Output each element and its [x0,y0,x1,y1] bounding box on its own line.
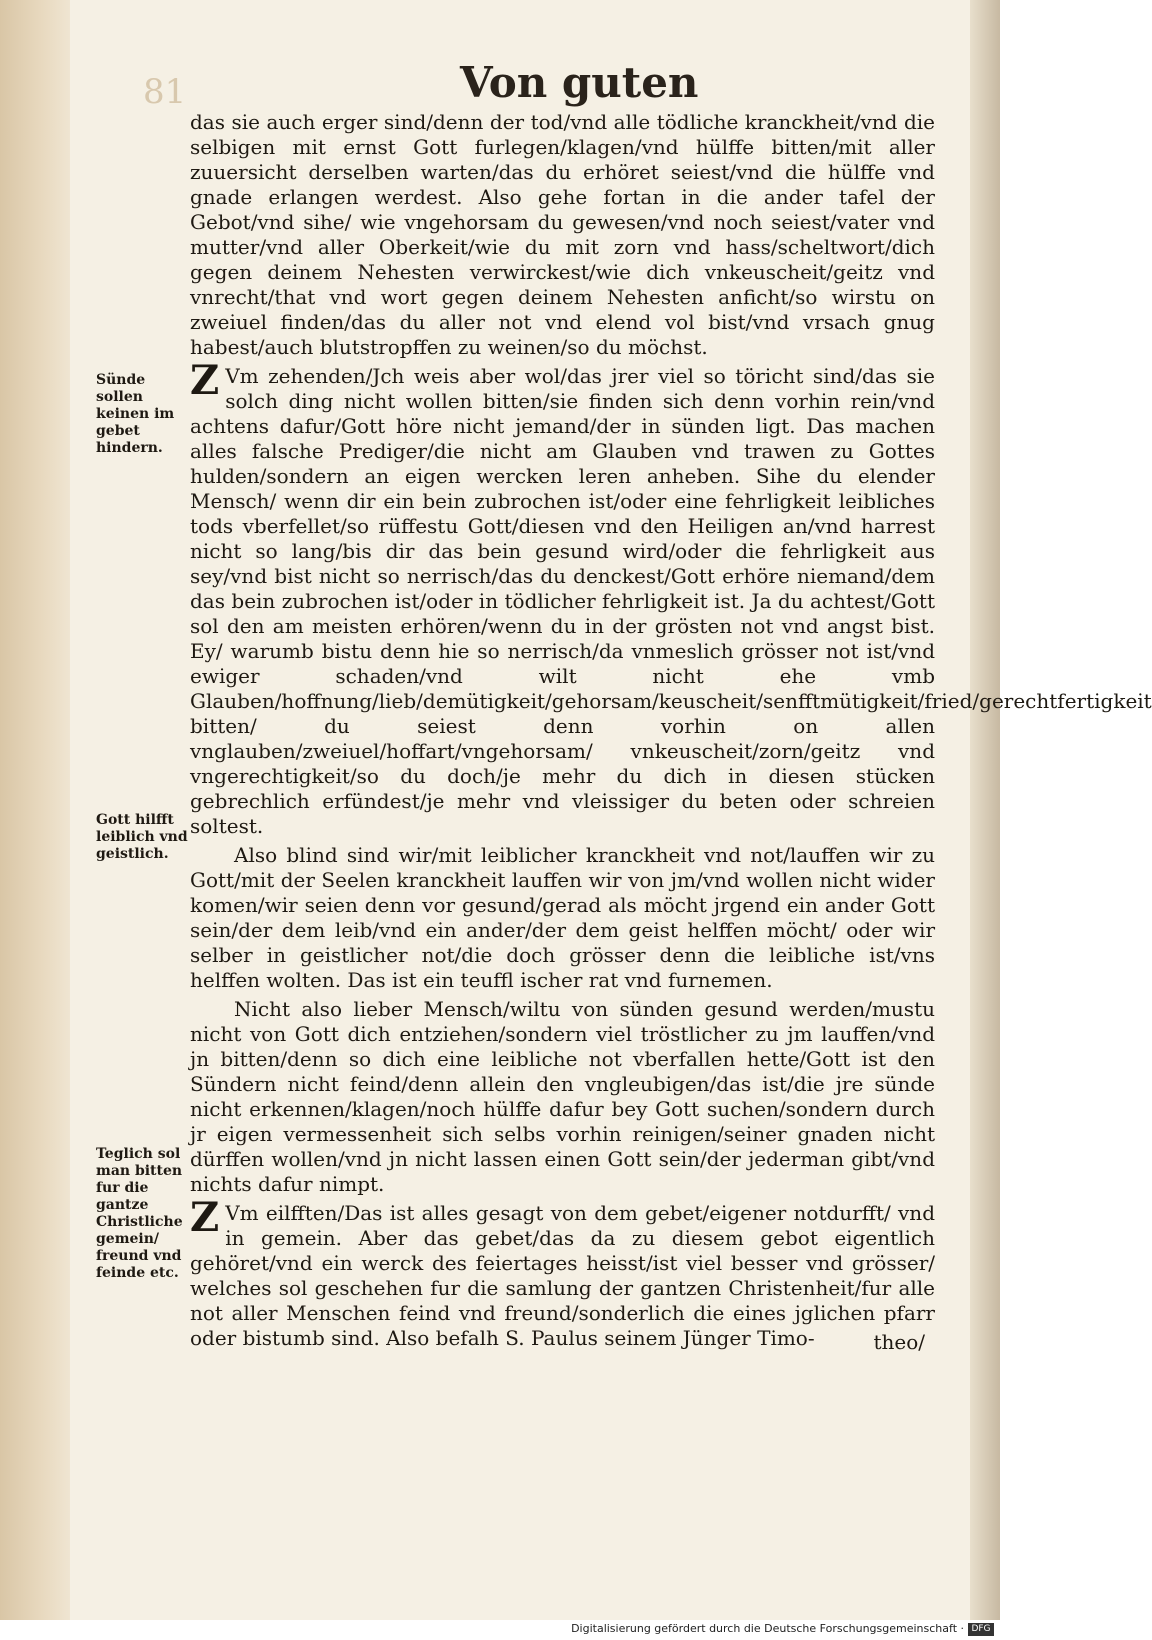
marginal-gloss-2: Gott hilfft leiblich vnd geistlich. [96,812,188,862]
paragraph-2 [190,357,1152,839]
paragraph-text: Nicht also lieber Mensch/wiltu von sünden gesund werden/mustu nicht von Gott dich entziehen/sondern viel tröstlicher zu jm lauffen/vnd jn bitten/denn so dich eine leibliche not vberfallen hette/Gott ist den Sündern nicht feind/denn allein den vngleubigen/das ist/die jre sünde nicht erkennen/klagen/noch hülffe dafur bey Gott suchen/sondern durch jr eigen vermessenheit sich selbs vorhin reinigen/seiner gnaden nicht dürffen wollen/vnd jn nicht lassen einen Gott sein/der jederman gibt/vnd nichts dafur nimpt. [190,997,935,1196]
paragraph-text: das sie auch erger sind/denn der tod/vnd alle tödliche kranckheit/vnd die selbigen mit ernst Gott furlegen/klagen/vnd hülffe bitten/mit aller zuuersicht derselben warten/das du erhöret seiest/vnd die hülffe vnd gnade erlangen werdest. Also gehe fortan in die ander tafel der Gebot/vnd sihe/ wie vngehorsam du gewesen/vnd noch seiest/vater vnd mutter/vnd aller Oberkeit/wie du mit zorn vnd hass/scheltwort/dich gegen deinem Nehesten verwirckest/wie dich vnkeuscheit/geitz vnd vnrecht/that vnd wort gegen deinem Nehesten anficht/so wirstu on zweiuel finden/das du aller not vnd elend vol bist/vnd vrsach gnug habest/auch blutstropffen zu weinen/so du möchst. [190,110,935,359]
paragraph-1 [190,110,935,360]
initial-letter: Z [190,1194,220,1241]
footer-credit: Digitalisierung gefördert durch die Deutsche Forschungsgemeinschaft · [571,1622,964,1635]
dfg-logo: DFG [968,1623,994,1636]
paragraph-text: Vm eilfften/Das ist alles gesagt von dem gebet/eigener notdurfft/ vnd in gemein. Aber das gebet/das da zu diesem gebot eigentlich gehöret/vnd ein werck des feiertages heisst/ist viel besser vnd grösser/ welches sol geschehen fur die samlung der gantzen Christenheit/fur alle not aller Menschen feind vnd freund/sonderlich die eines jglichen pfarr oder bistumb sind. Also befalh S. Paulus seinem Jünger Timo- [190,1201,935,1350]
paragraph-4 [190,997,935,1197]
main-text-block [190,110,1152,1355]
paragraph-text: Vm zehenden/Jch weis aber wol/das jrer viel so töricht sind/das sie solch ding nicht wollen bitten/sie finden sich denn vorhin rein/vnd achtens dafur/Gott höre nicht jemand/der in sünden ligt. Das machen alles falsche Prediger/die nicht am Glauben vnd trawen zu Gottes hulden/sondern an eigen wercken leren anheben. Sihe du elender Mensch/ wenn dir ein bein zubrochen ist/oder eine fehrligkeit leibliches tods vberfellet/so rüffestu Gott/diesen vnd den Heiligen an/vnd harrest nicht so lang/bis dir das bein gesund wird/oder die fehrligkeit aus sey/vnd bist nicht so nerrisch/das du denckest/Gott erhöre niemand/dem das bein zubrochen ist/oder in tödlicher fehrligkeit ist. Ja du achtest/Gott sol den am meisten erhören/wenn du in der grösten not vnd angst bist. Ey/ warumb bistu denn hie so nerrisch/da vnmeslich grösser not ist/vnd ewiger schaden/vnd wilt nicht ehe vmb Glauben/hoffnung/lieb/demütigkeit/gehorsam/keuscheit/senfftmütigkeit/fried/gerechtfertigkeit bitten/ du seiest denn vorhin on allen vnglauben/zweiuel/hoffart/vngehorsam/ vnkeuscheit/zorn/geitz vnd vngerechtigkeit/so du doch/je mehr du dich in diesen stücken gebrechlich erfündest/je mehr vnd vleissiger du beten oder schreien soltest. [190,364,1152,838]
marginal-gloss-3: Teglich sol man bitten fur die gantze Christliche gemein/ freund vnd feinde etc. [96,1146,183,1281]
page-edge [970,0,1000,1620]
running-head: Von guten [460,58,699,107]
paragraph-text: Also blind sind wir/mit leiblicher kranckheit vnd not/lauffen wir zu Gott/mit der Seelen kranckheit lauffen wir von jm/vnd wollen nicht wider komen/wir seien denn vor gesund/gerad als möcht jrgend ein ander Gott sein/der dem leib/vnd ein ander/der dem geist helffen möcht/ oder wir selber in geistlicher not/die doch grösser denn die leibliche ist/vns helffen wolten. Das ist ein teuffl ischer rat vnd furnemen. [190,843,935,992]
initial-letter: Z [190,357,220,404]
page-gutter [0,0,70,1620]
footer-bar [0,1620,1000,1640]
paragraph-3 [190,843,935,993]
paragraph-5 [190,1194,935,1351]
marginal-gloss-1: Sünde sollen keinen im gebet hindern. [96,372,175,456]
catchword: theo/ [873,1330,925,1354]
ghost-page-number: 81 [143,72,187,112]
